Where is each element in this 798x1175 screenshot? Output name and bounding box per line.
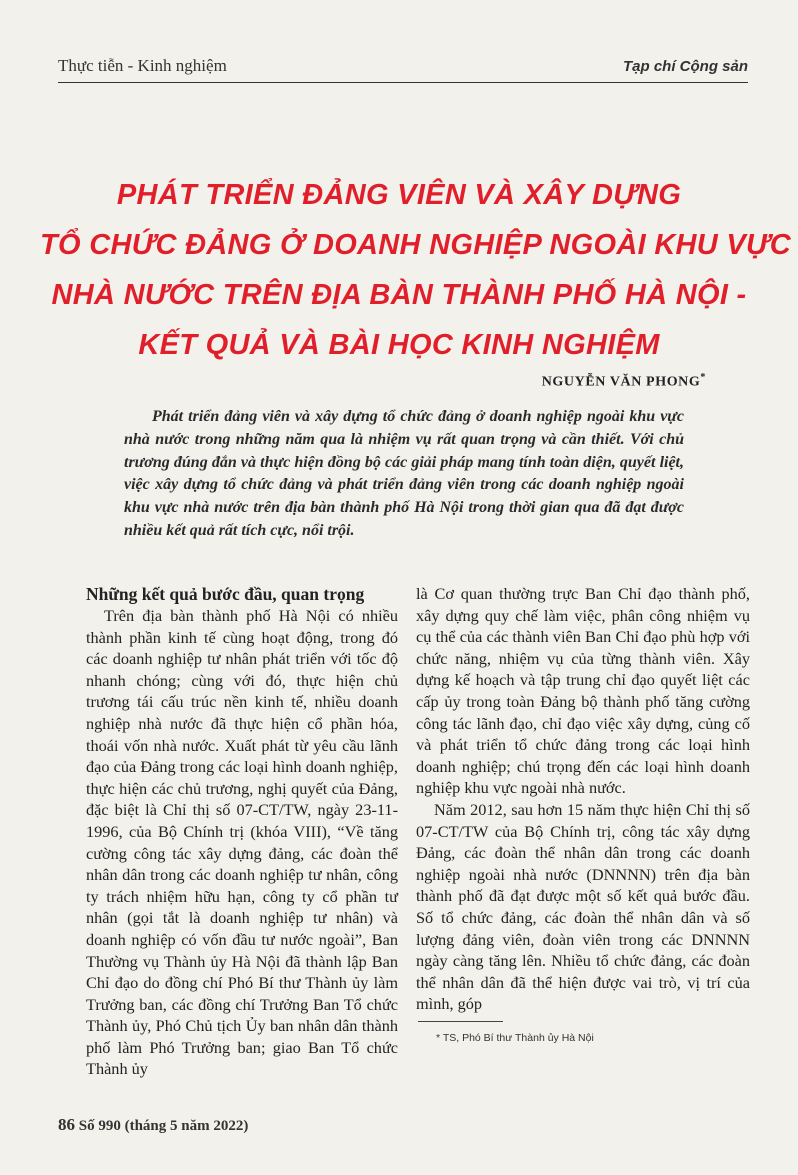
author-footnote-mark: * xyxy=(700,372,706,383)
right-column xyxy=(416,583,750,1049)
author-name: NGUYỄN VĂN PHONG xyxy=(541,374,701,390)
running-header xyxy=(58,54,748,83)
page-footer xyxy=(58,1115,248,1135)
issue-info: Số 990 (tháng 5 năm 2022) xyxy=(78,1118,249,1134)
footnote-divider xyxy=(418,1021,503,1022)
page-number: 86 xyxy=(58,1115,75,1134)
article-title xyxy=(40,170,792,370)
body-paragraph: Trên địa bàn thành phố Hà Nội có nhiều thành phần kinh tế cùng hoạt động, trong đó các doanh nghiệp tư nhân phát triển với tốc độ nhanh chóng; cùng với đó, thực hiện chủ trương tái cấu trúc nền kinh tế, nhiều doanh nghiệp nhà nước đã thực hiện cổ phần hóa, thoái vốn nhà nước. Xuất phát từ yêu cầu lãnh đạo của Đảng trong các loại hình doanh nghiệp, thực hiện các chủ trương, nghị quyết của Đảng, đặc biệt là Chỉ thị số 07-CT/TW, ngày 23-11-1996, của Bộ Chính trị (khóa VIII), “Về tăng cường công tác xây dựng đảng, các đoàn thể nhân dân trong các doanh nghiệp tư nhân, công ty trách nhiệm hữu hạn, công ty cổ phần tư nhân (gọi tắt là doanh nghiệp tư nhân) và doanh nghiệp có vốn đầu tư nước ngoài”, Ban Thường vụ Thành ủy Hà Nội đã thành lập Ban Chỉ đạo do đồng chí Phó Bí thư Thành ủy làm Trưởng ban, các đồng chí Trưởng Ban Tổ chức Thành ủy, Phó Chủ tịch Ủy ban nhân dân thành phố làm Phó Trưởng ban; giao Ban Tổ chức Thành ủy xyxy=(86,606,398,1079)
title-line: NHÀ NƯỚC TRÊN ĐỊA BÀN THÀNH PHỐ HÀ NỘI - xyxy=(51,279,747,311)
title-line: KẾT QUẢ VÀ BÀI HỌC KINH NGHIỆM xyxy=(138,329,660,361)
article-abstract: Phát triển đảng viên và xây dựng tổ chức đảng ở doanh nghiệp ngoài khu vực nhà nước trong những năm qua là nhiệm vụ rất quan trọng và cần thiết. Với chủ trương đúng đắn và thực hiện đồng bộ các giải pháp mang tính toàn diện, quyết liệt, việc xây dựng tổ chức đảng và phát triển đảng viên trong các doanh nghiệp ngoài khu vực nhà nước trên địa bàn thành phố Hà Nội trong thời gian qua đã đạt được nhiều kết quả rất tích cực, nổi trội. xyxy=(124,408,684,539)
title-line: TỔ CHỨC ĐẢNG Ở DOANH NGHIỆP NGOÀI KHU VỰC xyxy=(40,229,792,261)
left-column xyxy=(86,583,398,1080)
author-footnote: * TS, Phó Bí thư Thành ủy Hà Nội xyxy=(436,1031,594,1044)
section-label: Thực tiễn - Kinh nghiệm xyxy=(58,56,227,75)
body-paragraph: Năm 2012, sau hơn 15 năm thực hiện Chỉ thị số 07-CT/TW của Bộ Chính trị, công tác xây dựng Đảng, các đoàn thể nhân dân trong các doanh nghiệp ngoài nhà nước (DNNNN) trên địa bàn thành phố đã đạt được một số kết quả bước đầu. Số tổ chức đảng, các đoàn thể nhân dân và số lượng đảng viên, đoàn viên trong các DNNNN ngày càng tăng lên. Nhiều tổ chức đảng, các đoàn thể nhân dân đã thể hiện được vai trò, vị trí của mình, góp xyxy=(416,799,750,1014)
title-line: PHÁT TRIỂN ĐẢNG VIÊN VÀ XÂY DỰNG xyxy=(116,179,682,211)
body-paragraph: là Cơ quan thường trực Ban Chỉ đạo thành phố, xây dựng quy chế làm việc, phân công nhiệm vụ cụ thể của các thành viên Ban Chỉ đạo phù hợp với chức năng, nhiệm vụ của từng thành viên. Xây dựng kế hoạch và tập trung chỉ đạo quyết liệt các cấp ủy trong toàn Đảng bộ thành phố tăng cường công tác lãnh đạo, chỉ đạo việc xây dựng, củng cố và phát triển tổ chức đảng trong các loại hình doanh nghiệp; chú trọng đến các loại hình doanh nghiệp khu vực ngoài nhà nước. xyxy=(416,584,750,798)
author-byline xyxy=(542,372,706,391)
journal-name: Tạp chí Cộng sản xyxy=(622,58,748,75)
section-heading: Những kết quả bước đầu, quan trọng xyxy=(86,584,365,604)
